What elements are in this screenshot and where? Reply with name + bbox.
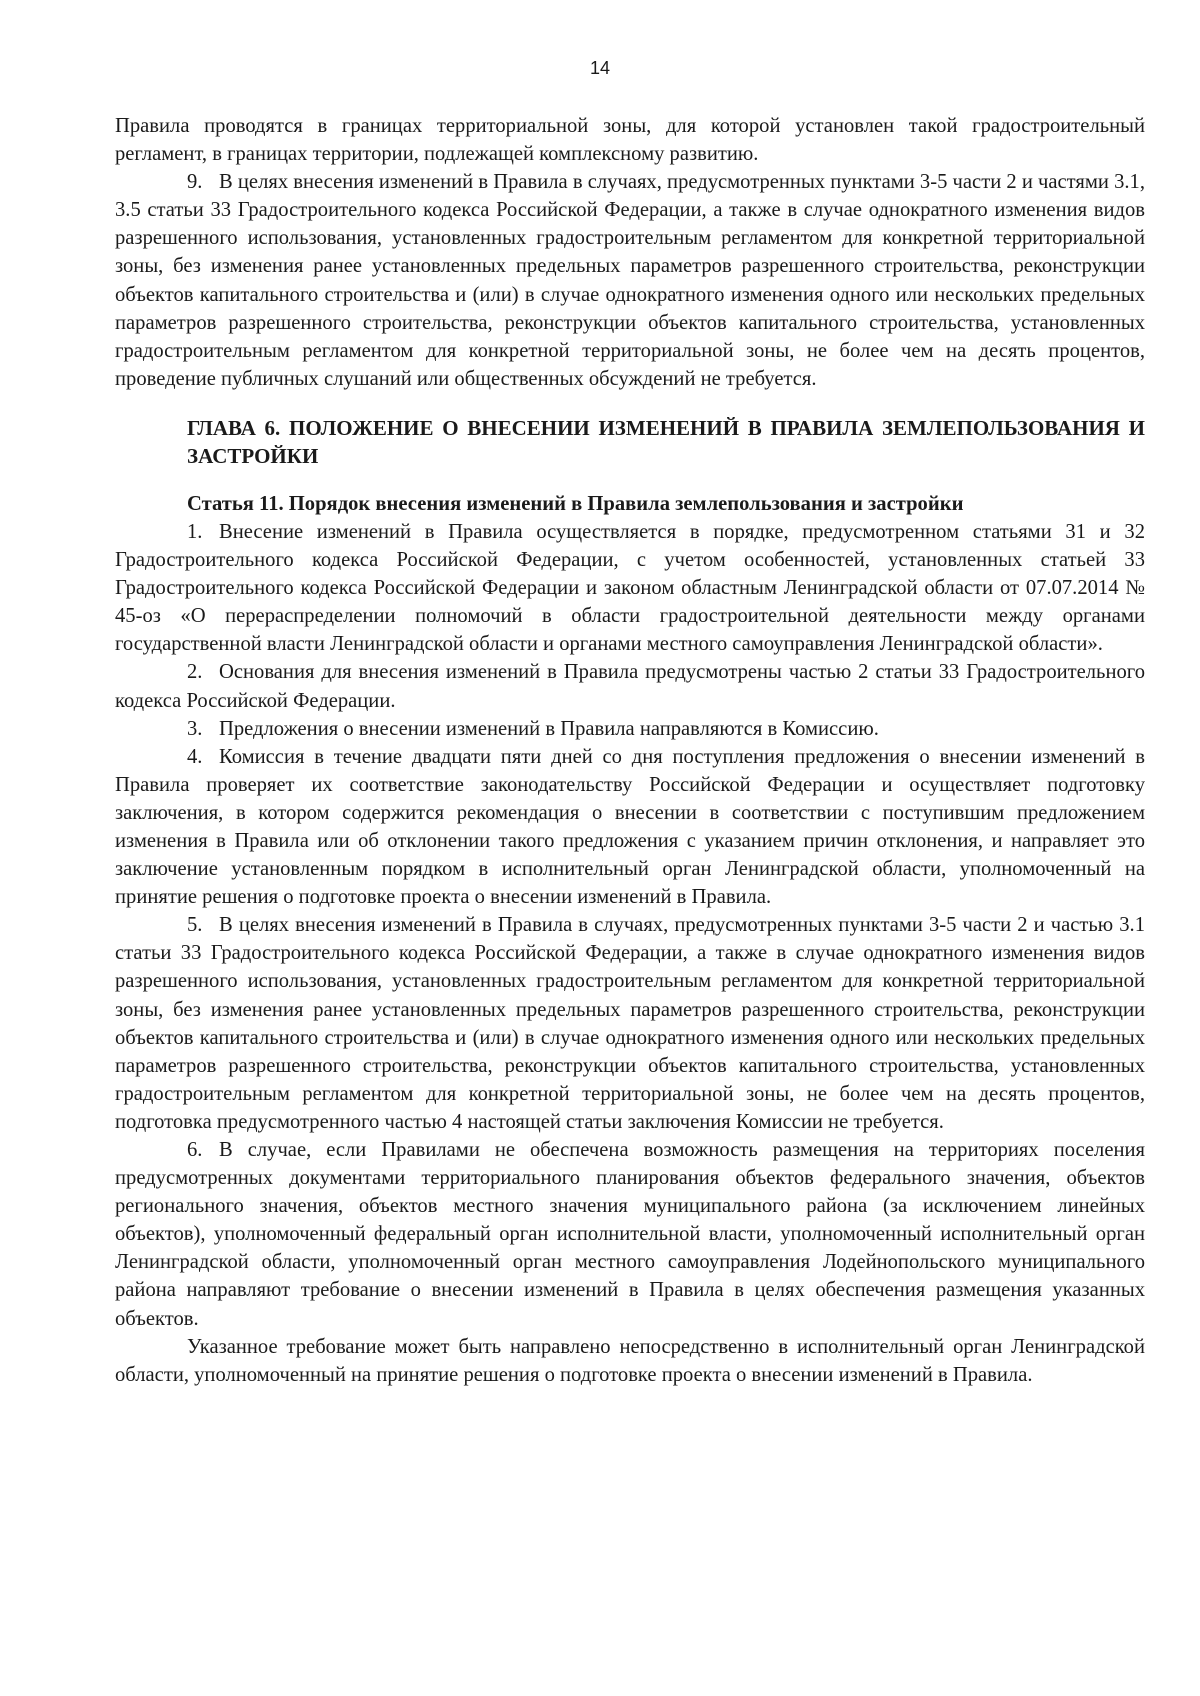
article-item-6 xyxy=(115,1136,1145,1333)
article-item-2 xyxy=(115,658,1145,714)
item-number: 5. xyxy=(187,914,203,937)
page-number: 14 xyxy=(589,58,611,78)
item-text: Комиссия в течение двадцати пяти дней со дня поступления предложения о внесении изменений в Правила проверяет их соответствие законодательству Российской Федерации и осуществляет подготовку заключения, в котором содержится рекомендация о внесении в соответствии с поступившим предложением изменения в Правила или об отклонении такого предложения с указанием причин отклонения, и направляет это заключение установленным порядком в исполнительный орган Ленинградской области, уполномоченный на принятие решения о подготовке проекта о внесении изменений в Правила. xyxy=(115,745,1145,909)
document-body xyxy=(115,112,1145,1389)
continuation-paragraph: Правила проводятся в границах территориальной зоны, для которой установлен такой градостроительный регламент, в границах территории, подлежащей комплексному развитию. xyxy=(115,115,1145,166)
item-number: 4. xyxy=(187,745,203,768)
paragraph-9 xyxy=(115,168,1145,393)
article-item-4 xyxy=(115,743,1145,912)
final-paragraph: Указанное требование может быть направлено непосредственно в исполнительный орган Ленинградской области, уполномоченный на принятие решения о подготовке проекта о внесении изменений в Правила. xyxy=(115,1335,1145,1386)
item-number: 3. xyxy=(187,717,203,740)
paragraph-text: В целях внесения изменений в Правила в случаях, предусмотренных пунктами 3-5 части 2 и частями 3.1, 3.5 статьи 33 Градостроительного кодекса Российской Федерации, а также в случае однократного изменения видов разрешенного использования, установленных градостроительным регламентом для конкретной территориальной зоны, без изменения ранее установленных предельных параметров разрешенного строительства, реконструкции объектов капитального строительства и (или) в случае однократного изменения одного или нескольких предельных параметров разрешенного строительства, реконструкции объектов капитального строительства, установленных градостроительным регламентом для конкретной территориальной зоны, не более чем на десять процентов, проведение публичных слушаний или общественных обсуждений не требуется. xyxy=(115,171,1145,390)
article-title: Статья 11. Порядок внесения изменений в Правила землепользования и застройки xyxy=(187,492,964,515)
item-text: Основания для внесения изменений в Правила предусмотрены частью 2 статьи 33 Градостроительного кодекса Российской Федерации. xyxy=(115,661,1145,712)
chapter-title: ГЛАВА 6. ПОЛОЖЕНИЕ О ВНЕСЕНИИ ИЗМЕНЕНИЙ В ПРАВИЛА ЗЕМЛЕПОЛЬЗОВАНИЯ И ЗАСТРОЙКИ xyxy=(187,415,1145,468)
item-text: Внесение изменений в Правила осуществляется в порядке, предусмотренном статьями 31 и 32 Градостроительного кодекса Российской Федерации, с учетом особенностей, установленных статьей 33 Градостроительного кодекса Российской Федерации и законом областным Ленинградской области от 07.07.2014 № 45-оз «О перераспределении полномочий в области градостроительной деятельности между органами государственной власти Ленинградской области и органами местного самоуправления Ленинградской области». xyxy=(115,520,1145,656)
item-text: Предложения о внесении изменений в Правила направляются в Комиссию. xyxy=(219,717,879,740)
item-number: 6. xyxy=(187,1139,203,1161)
item-number: 2. xyxy=(187,661,203,684)
item-number: 1. xyxy=(187,520,203,543)
article-item-5 xyxy=(115,911,1145,1136)
paragraph-number: 9. xyxy=(187,171,203,194)
item-text: В случае, если Правилами не обеспечена возможность размещения на территориях поселения предусмотренных документами территориального планирования объектов федерального значения, объектов регионального значения, объектов местного значения муниципального района (за исключением линейных объектов), уполномоченный федеральный орган исполнительной власти, уполномоченный исполнительный орган Ленинградской области, уполномоченный орган местного самоуправления Лодейнопольского муниципального района направляют требование о внесении изменений в Правила в целях обеспечения размещения указанных объектов. xyxy=(115,1139,1145,1330)
item-text: В целях внесения изменений в Правила в случаях, предусмотренных пунктами 3-5 части 2 и частью 3.1 статьи 33 Градостроительного кодекса Российской Федерации, а также в случае однократного изменения видов разрешенного использования, установленных градостроительным регламентом для конкретной территориальной зоны, без изменения ранее установленных предельных параметров разрешенного строительства, реконструкции объектов капитального строительства и (или) в случае однократного изменения одного или нескольких предельных параметров разрешенного строительства, реконструкции объектов капитального строительства, установленных градостроительным регламентом для конкретной территориальной зоны, не более чем на десять процентов, подготовка предусмотренного частью 4 настоящей статьи заключения Комиссии не требуется. xyxy=(115,914,1145,1133)
article-item-1 xyxy=(115,518,1145,658)
article-item-3 xyxy=(115,715,1145,743)
